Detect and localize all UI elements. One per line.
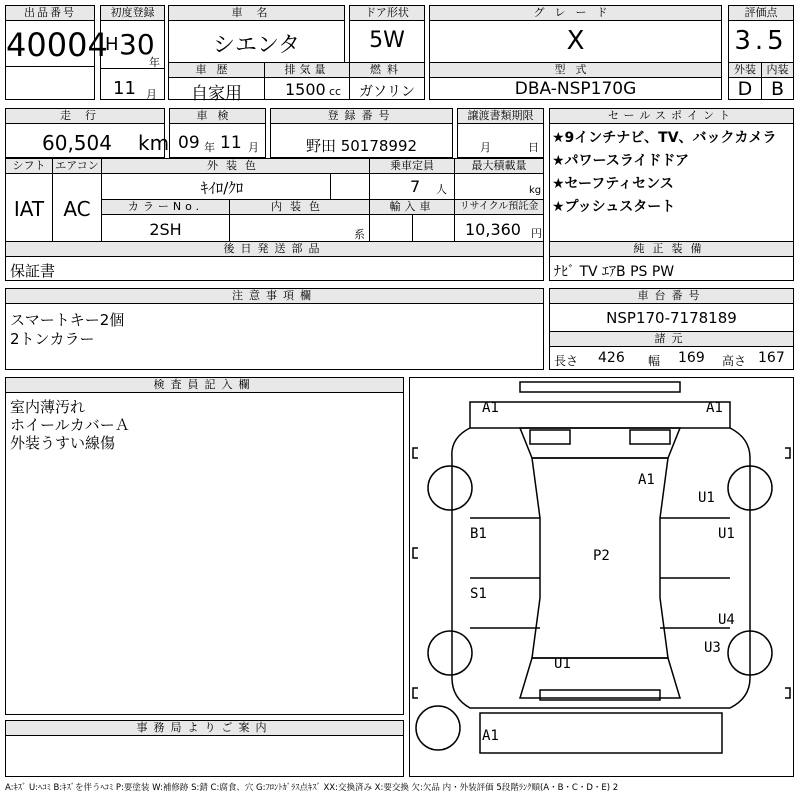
document-deadline-box — [457, 108, 544, 158]
capacity: 7 — [410, 177, 421, 196]
exterior-color-label: 外装色 — [102, 159, 369, 174]
fuel: ガソリン — [359, 84, 415, 100]
mileage-unit: km — [138, 131, 170, 155]
air-conditioner: AC — [63, 197, 91, 221]
door-type: 5W — [369, 28, 405, 53]
car-diagram — [409, 377, 794, 777]
mark-right-rear-door: U4 — [718, 612, 735, 628]
exterior-color-box — [101, 158, 370, 200]
sales-point-3: ★セーフティセンス — [552, 176, 674, 192]
mark-right-rear-fender: U3 — [704, 640, 721, 656]
month-unit: 月 — [146, 88, 157, 101]
inspector-line-2: ホイールカバーＡ — [10, 416, 130, 434]
registration-number-box — [270, 108, 453, 158]
score-label: 評価点 — [729, 6, 793, 21]
document-day-unit: 日 — [528, 141, 539, 154]
legend: A:ｷｽﾞ U:ﾍｺﾐ B:ｷｽﾞを伴うﾍｺﾐ P:要塗装 W:補修跡 S:錆 C:腐食、穴 G:ﾌﾛﾝﾄｶﾞﾗｽ点ｷｽﾞ XX:交換済み X:要交換 欠:欠品 内・外装評価 5段階ﾗﾝｸ順(A・B・C・D・E) 2 — [5, 783, 619, 793]
displacement-box — [264, 62, 350, 100]
ac-label: エアコン — [53, 159, 101, 174]
dimensions-label: 諸元 — [550, 332, 793, 347]
mark-roof: P2 — [593, 548, 610, 564]
length: 426 — [598, 350, 625, 366]
document-deadline-label: 譲渡書類期限 — [458, 109, 543, 124]
displacement: 1500 — [285, 80, 326, 99]
interior-color-unit: 系 — [354, 228, 365, 241]
inspector-line-1: 室内薄汚れ — [10, 398, 86, 416]
registration-year: 30 — [119, 28, 155, 61]
exterior-box — [728, 62, 762, 100]
interior-color-label: 内装色 — [230, 200, 369, 215]
mark-top-right: A1 — [706, 400, 723, 416]
inspection-year-unit: 年 — [204, 141, 215, 154]
interior-box — [761, 62, 794, 100]
mileage: 60,504 — [42, 131, 112, 155]
model-box — [429, 62, 722, 100]
equipment: ﾅﾋﾞ TV ｴｱB PS PW — [554, 264, 675, 280]
color-number: 2SH — [149, 220, 182, 239]
year-unit: 年 — [149, 56, 160, 69]
sales-points-box — [549, 108, 794, 242]
exterior-color: ｷｲﾛ/ｸﾛ — [200, 179, 244, 197]
lot-number-box — [5, 5, 108, 100]
height-label: 高さ — [722, 354, 747, 368]
width-label: 幅 — [648, 354, 661, 368]
note-line-1: スマートキー2個 — [10, 311, 125, 329]
max-load-box — [454, 158, 544, 200]
length-label: 長さ — [554, 354, 579, 368]
car-name-label: 車名 — [169, 6, 344, 21]
sales-point-1: ★9インチナビ、TV、バックカメラ — [552, 130, 777, 146]
model-label: 型式 — [430, 63, 721, 78]
sales-point-2: ★パワースライドドア — [552, 153, 690, 169]
office-label: 事務局よりご案内 — [6, 721, 403, 736]
shift-label: シフト — [6, 159, 52, 174]
document-month-unit: 月 — [480, 141, 491, 154]
mileage-box — [5, 108, 170, 158]
recycle-label: リサイクル預託金 — [455, 200, 543, 215]
chassis-number: NSP170-7178189 — [606, 309, 737, 327]
fuel-box — [349, 62, 425, 100]
displacement-unit: cc — [329, 85, 342, 98]
first-registration-box — [100, 5, 165, 100]
sales-point-4: ★プッシュスタート — [552, 199, 676, 215]
later-parts-label: 後日発送部品 — [6, 242, 543, 257]
grade: X — [566, 26, 585, 56]
recycle-box — [454, 199, 544, 242]
displacement-label: 排気量 — [265, 63, 349, 78]
door-box — [349, 5, 425, 63]
model: DBA-NSP170G — [514, 79, 637, 99]
width: 169 — [678, 350, 705, 366]
notes-label: 注意事項欄 — [6, 289, 543, 304]
mark-bottom: A1 — [482, 728, 499, 744]
history-label: 車歴 — [169, 63, 264, 78]
inspector-line-3: 外装うすい線傷 — [10, 434, 116, 452]
equipment-label: 純正装備 — [550, 242, 793, 257]
fuel-label: 燃料 — [350, 63, 424, 78]
grade-label: グレード — [430, 6, 721, 21]
registration-number: 野田 50178992 — [305, 137, 418, 155]
era: H — [105, 34, 119, 55]
dimensions-box — [549, 331, 794, 370]
mark-rear: U1 — [554, 656, 571, 672]
exterior-label: 外装 — [729, 63, 761, 78]
inspection-year: 09 — [178, 133, 200, 153]
lot-number-label: 出品番号 — [6, 6, 94, 21]
mark-right-front-door: U1 — [718, 526, 735, 542]
equipment-box — [549, 241, 794, 281]
mark-top-left: A1 — [482, 400, 499, 416]
mark-left-rear-door: S1 — [470, 586, 487, 602]
inspection-month: 11 — [220, 133, 242, 153]
exterior-grade: D — [737, 78, 753, 100]
interior-label: 内装 — [762, 63, 793, 78]
history-box — [168, 62, 265, 104]
max-load-unit: kg — [529, 185, 542, 196]
car-name: シエンタ — [212, 33, 301, 58]
mileage-label: 走行 — [6, 109, 164, 124]
chassis-box — [549, 288, 794, 332]
inspection-box — [169, 108, 266, 158]
score-box — [728, 5, 794, 63]
notes-box — [5, 288, 544, 370]
sales-points-label: セールスポイント — [550, 109, 793, 124]
inspector-box — [5, 377, 404, 715]
capacity-box — [369, 158, 455, 200]
chassis-label: 車台番号 — [550, 289, 793, 304]
import-label: 輸入車 — [370, 200, 454, 215]
later-parts: 保証書 — [10, 262, 56, 280]
height: 167 — [758, 350, 785, 366]
recycle-unit: 円 — [531, 227, 542, 240]
capacity-unit: 人 — [436, 183, 447, 196]
lot-number: 40004 — [6, 26, 108, 64]
door-label: ドア形状 — [350, 6, 424, 21]
max-load-label: 最大積載量 — [455, 159, 543, 174]
shift: IAT — [13, 197, 45, 221]
note-line-2: 2トンカラー — [10, 330, 95, 348]
history: 自家用 — [191, 84, 242, 104]
shift-box — [5, 158, 53, 242]
mark-left-front-door: B1 — [470, 526, 487, 542]
color-number-box — [101, 199, 230, 242]
interior-color-box — [229, 199, 370, 242]
inspector-label: 検査員記入欄 — [6, 378, 403, 393]
registration-month: 11 — [113, 78, 136, 99]
import-box — [369, 199, 455, 242]
later-parts-box — [5, 241, 544, 281]
first-registration-label: 初度登録 — [101, 6, 164, 21]
capacity-label: 乗車定員 — [370, 159, 454, 174]
recycle-fee: 10,360 — [465, 220, 521, 239]
inspection-month-unit: 月 — [248, 141, 259, 154]
registration-number-label: 登録番号 — [271, 109, 452, 124]
grade-box — [429, 5, 722, 63]
score: 3.5 — [734, 26, 788, 56]
ac-box — [52, 158, 102, 242]
interior-grade: B — [770, 78, 785, 100]
inspection-label: 車検 — [170, 109, 265, 124]
mark-hood: A1 — [638, 472, 655, 488]
mark-right-front-fender: U1 — [698, 490, 715, 506]
office-box — [5, 720, 404, 777]
color-number-label: カラーNo. — [102, 200, 229, 215]
car-name-box — [168, 5, 345, 63]
